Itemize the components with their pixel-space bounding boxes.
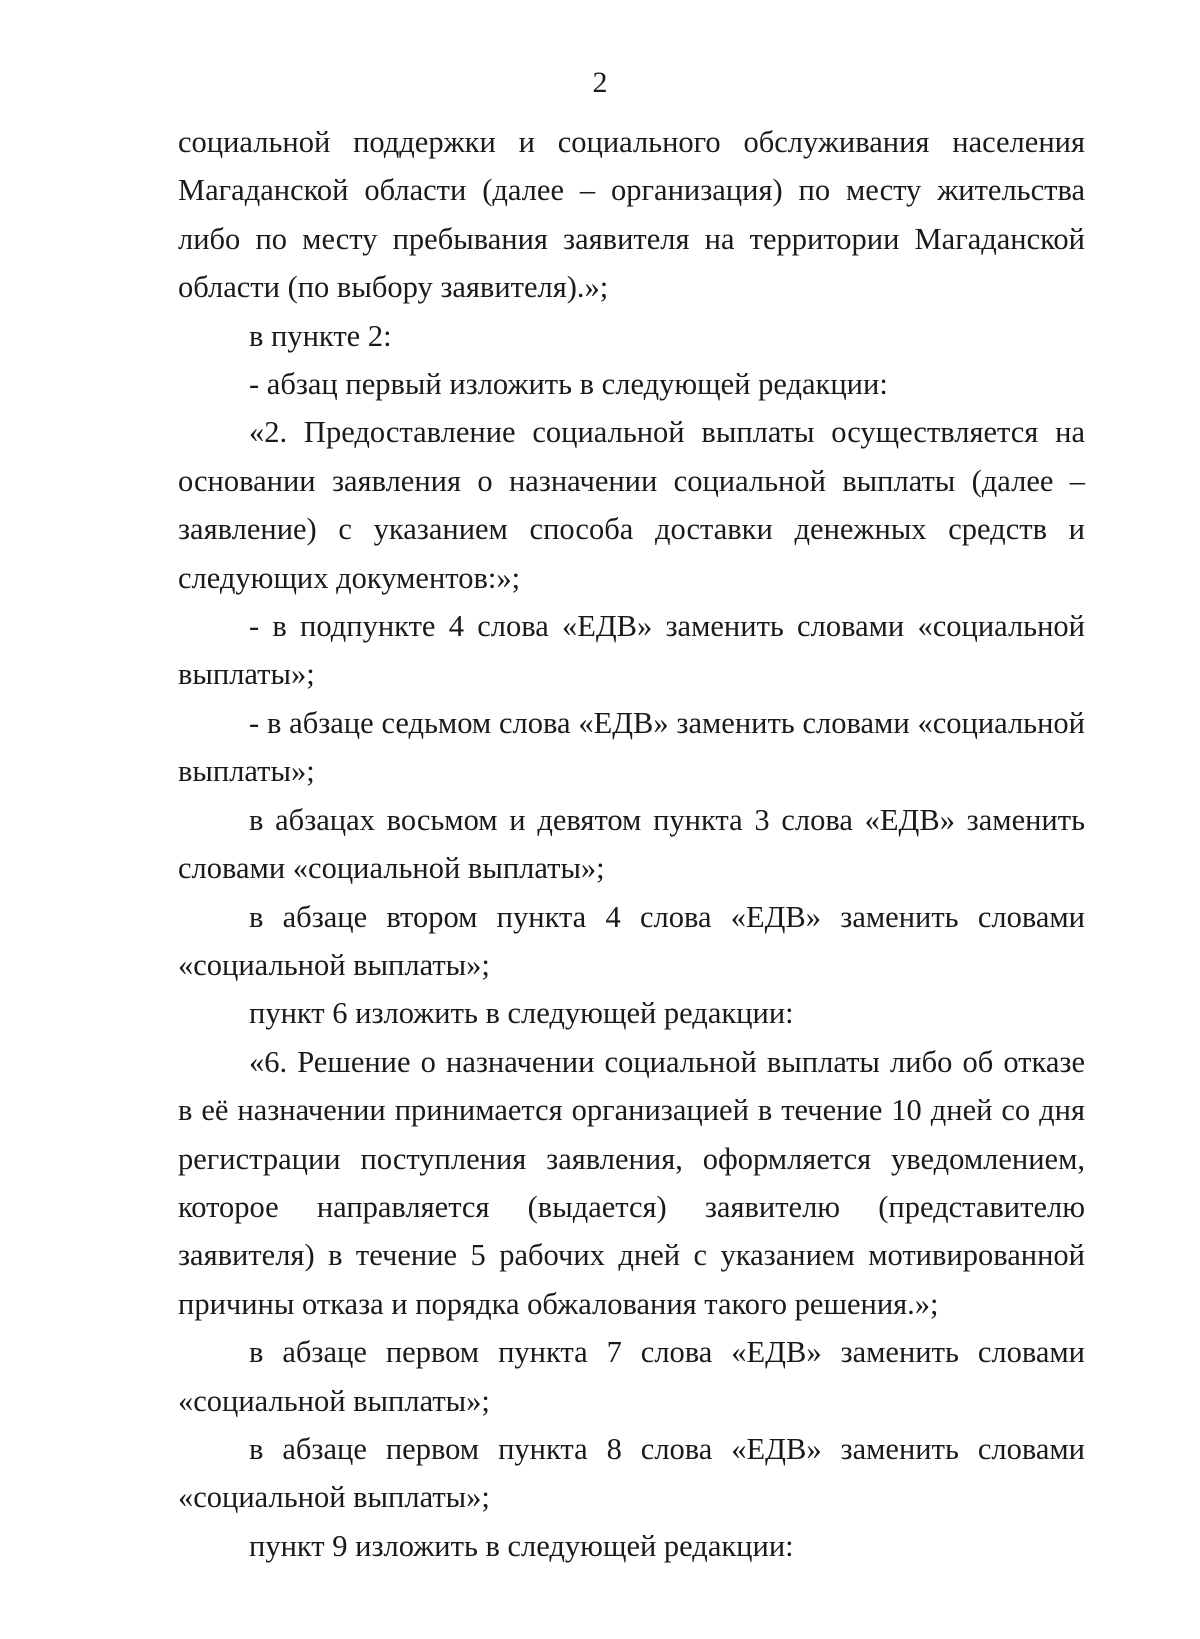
paragraph-subpoint-4-amendment: - в подпункте 4 слова «ЕДВ» заменить словами «социальной выплаты»; [178,609,1085,692]
paragraph-point-2-text: «2. Предоставление социальной выплаты осуществляется на основании заявления о назначении социальной выплаты (далее – заявление) с указанием способа доставки денежных средств и следующих документов:»; [178,415,1085,595]
paragraph-point-8-amendment: в абзаце первом пункта 8 слова «ЕДВ» заменить словами «социальной выплаты»; [178,1431,1085,1515]
paragraph-point-3-amendment: в абзацах восьмом и девятом пункта 3 слова «ЕДВ» заменить словами «социальной выплаты»; [178,802,1085,886]
paragraph-point-9-intro: пункт 9 изложить в следующей редакции: [249,1528,794,1563]
page-number: 2 [592,66,608,99]
paragraph-point-6-text: «6. Решение о назначении социальной выплаты либо об отказе в её назначении принимается организацией в течение 10 дней со дня регистрации поступления заявления, оформляется уведомлением, которое направляется (выдается) заявителю (представителю заявителя) в течение 5 рабочих дней с указанием мотивированной причины отказа и порядка обжалования такого решения.»; [178,1044,1085,1321]
paragraph-continuation: социальной поддержки и социального обслуживания населения Магаданской области (далее – организация) по месту жительства либо по месту пребывания заявителя на территории Магаданской области (по выбору заявителя).»; [178,125,1085,305]
paragraph-point-6-intro: пункт 6 изложить в следующей редакции: [249,996,794,1031]
paragraph-point-7-amendment: в абзаце первом пункта 7 слова «ЕДВ» заменить словами «социальной выплаты»; [178,1335,1085,1418]
paragraph-point-4-amendment: в абзаце втором пункта 4 слова «ЕДВ» заменить словами «социальной выплаты»; [178,899,1085,982]
document-body [178,118,1085,1570]
paragraph-point-2-intro: в пункте 2: [249,318,392,353]
paragraph-first-abzac-instruction: - абзац первый изложить в следующей редакции: [249,367,888,402]
paragraph-seventh-abzac-amendment: - в абзаце седьмом слова «ЕДВ» заменить словами «социальной выплаты»; [178,705,1085,789]
